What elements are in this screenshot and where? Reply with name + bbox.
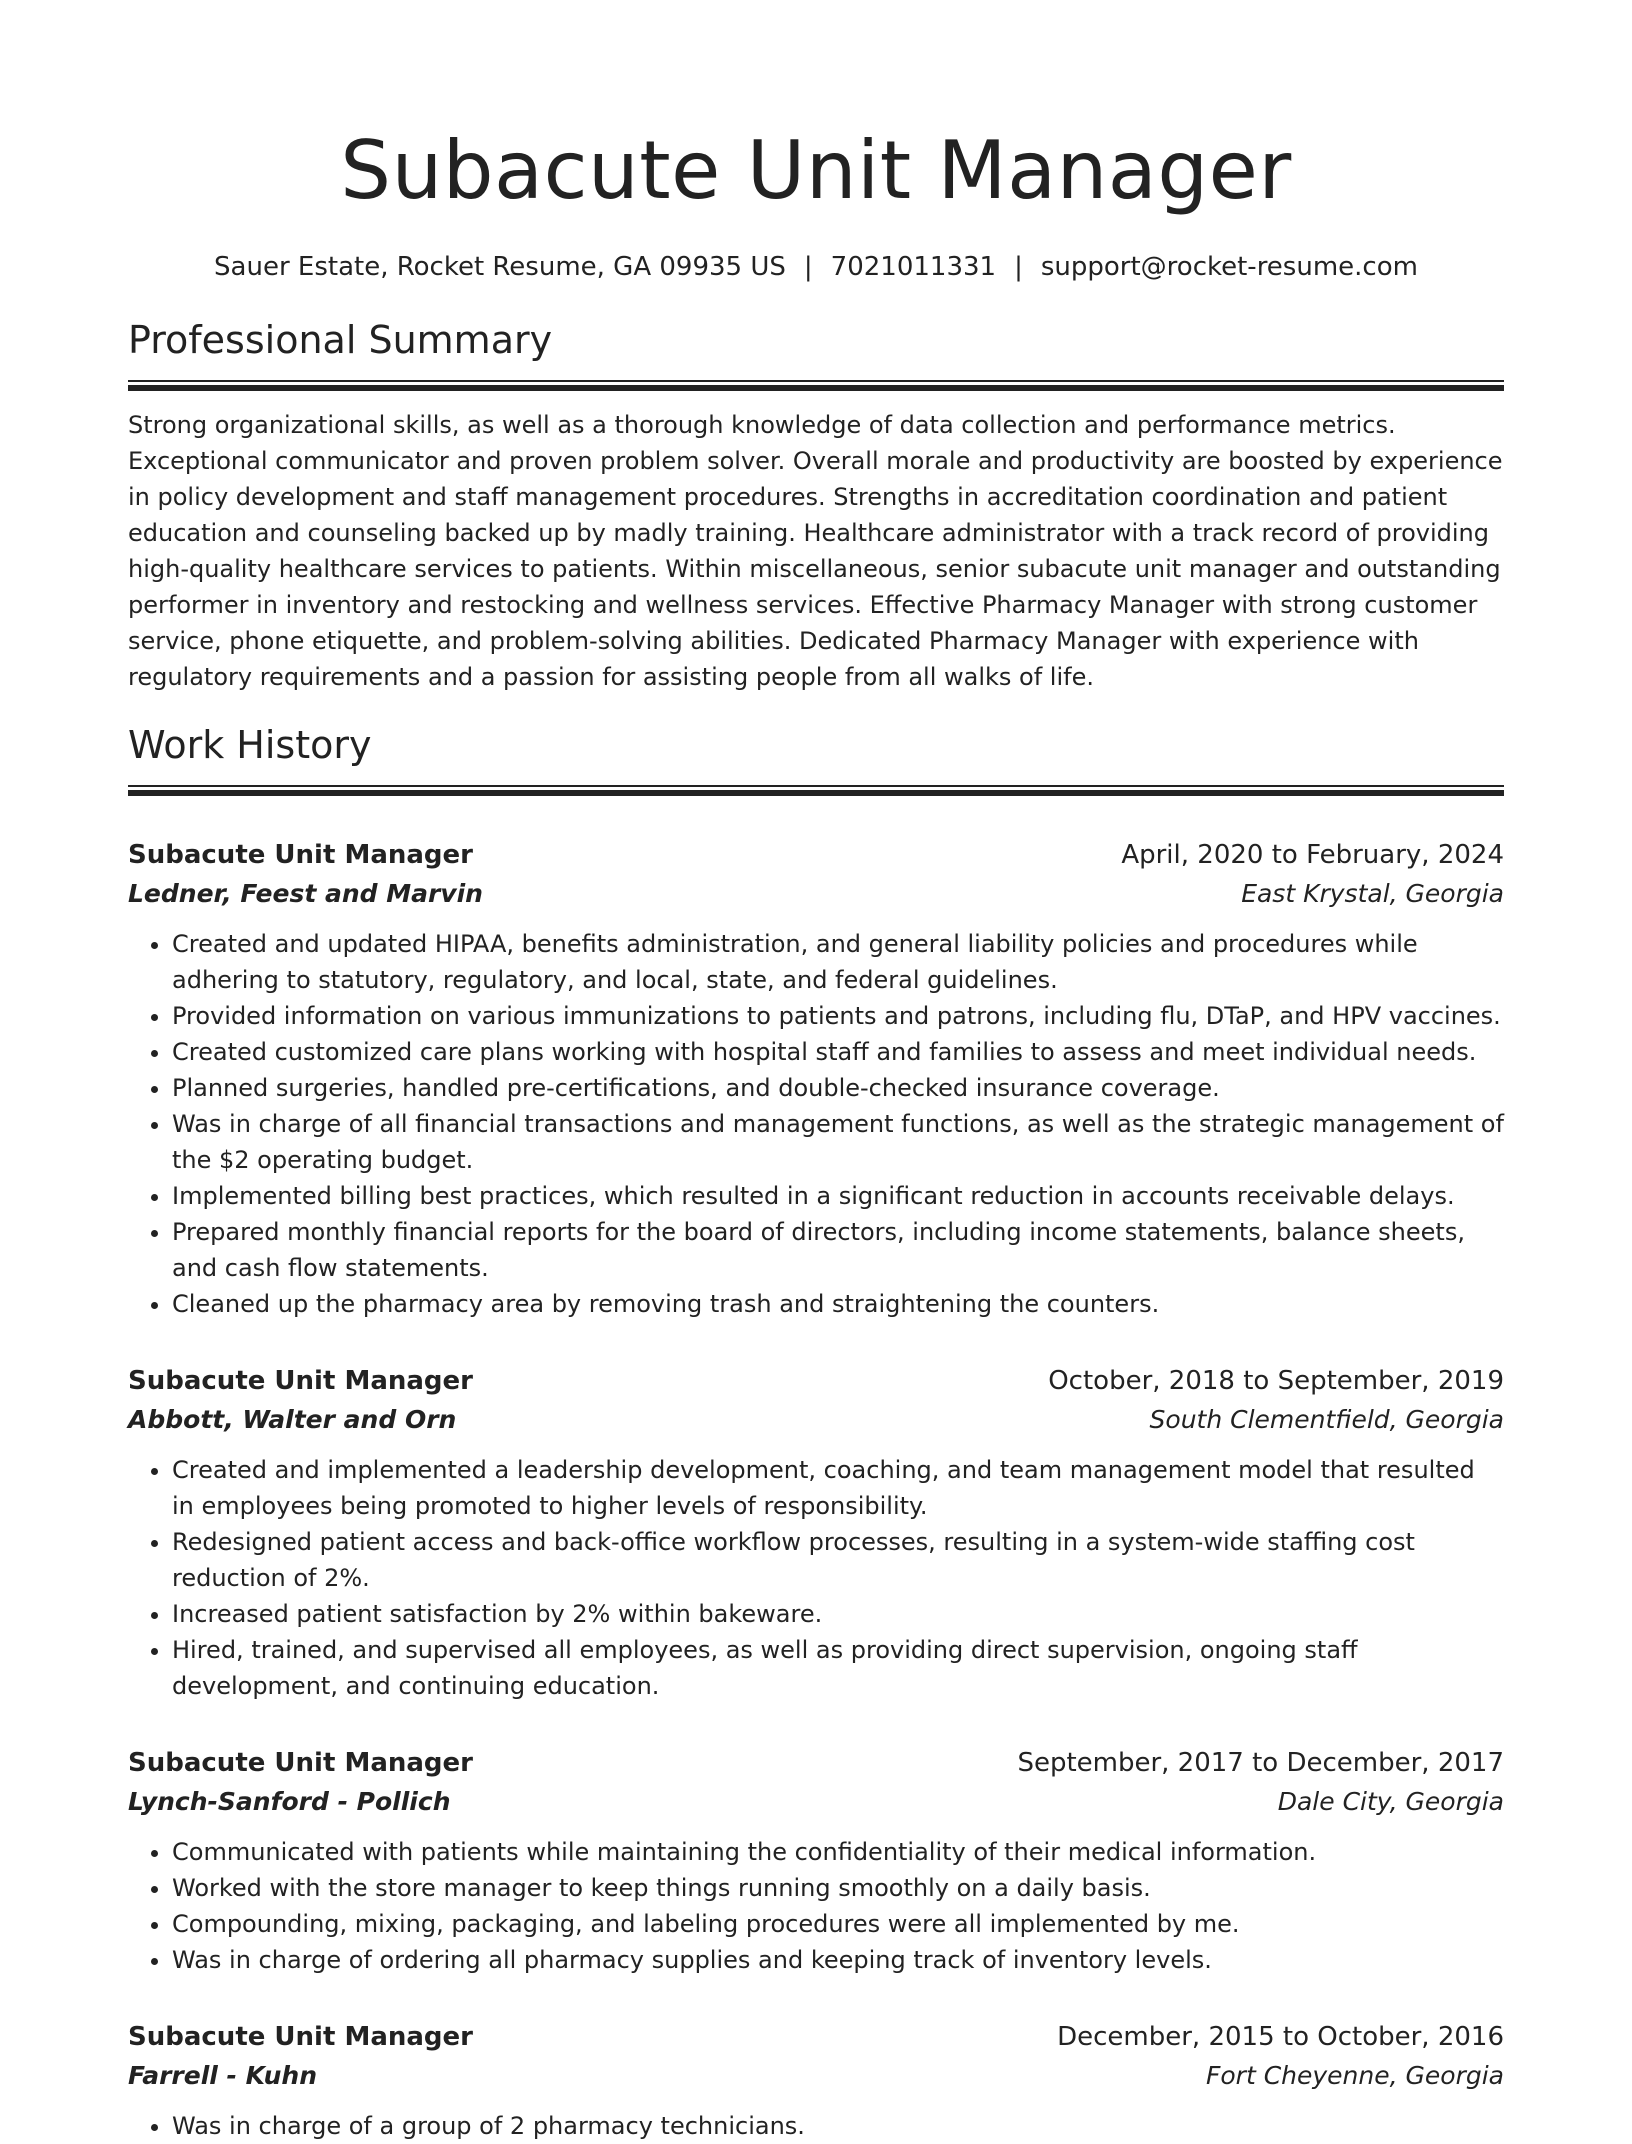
duty-item: • Cleaned up the pharmacy area by removing trash and straightening the counters. [172,1286,1504,1322]
job-dates: December, 2015 to October, 2016 [1057,2022,1504,2052]
job-title: Subacute Unit Manager [128,1366,473,1396]
duty-item: • Created and implemented a leadership development, coaching, and team management model that resulted in employees being promoted to higher levels of responsibility. [172,1452,1504,1524]
job-title: Subacute Unit Manager [128,2022,473,2052]
duty-list [128,2108,1504,2144]
job-list [128,836,1504,2144]
job-title: Subacute Unit Manager [128,840,473,870]
contact-separator: | [803,252,813,282]
job-location: South Clementfield, Georgia [1149,1405,1504,1434]
job-subheader [128,2056,1504,2096]
section-title-summary: Professional Summary [128,318,553,362]
job-company: Ledner, Feest and Marvin [128,879,483,908]
job-entry [128,1744,1504,1978]
duty-list [128,1452,1504,1704]
job-subheader [128,1782,1504,1822]
job-location: East Krystal, Georgia [1241,879,1504,908]
duty-item: • Increased patient satisfaction by 2% within bakeware. [172,1596,1504,1632]
section-divider [128,785,1504,796]
duty-item: • Communicated with patients while maintaining the confidentiality of their medical information. [172,1834,1504,1870]
job-header [128,836,1504,874]
duty-list [128,1834,1504,1978]
job-header [128,1744,1504,1782]
duty-item: • Worked with the store manager to keep things running smoothly on a daily basis. [172,1870,1504,1906]
duty-item: • Created customized care plans working with hospital staff and families to assess and meet individual needs. [172,1034,1504,1070]
duty-item: • Created and updated HIPAA, benefits administration, and general liability policies and procedures while adhering to statutory, regulatory, and local, state, and federal guidelines. [172,926,1504,998]
job-company: Abbott, Walter and Orn [128,1405,457,1434]
section-divider [128,380,1504,391]
duty-item: • Provided information on various immunizations to patients and patrons, including flu, DTaP, and HPV vaccines. [172,998,1504,1034]
duty-list [128,926,1504,1322]
duty-item: • Implemented billing best practices, which resulted in a significant reduction in accounts receivable delays. [172,1178,1504,1214]
duty-item: • Redesigned patient access and back-office workflow processes, resulting in a system-wide staffing cost reduction of 2%. [172,1524,1504,1596]
contact-separator: | [1014,252,1023,282]
section-title-work: Work History [128,723,372,767]
duty-item: • Was in charge of ordering all pharmacy supplies and keeping track of inventory levels. [172,1942,1504,1978]
job-header [128,2018,1504,2056]
job-entry [128,1362,1504,1704]
duty-item: • Hired, trained, and supervised all employees, as well as providing direct supervision, ongoing staff development, and continuing education. [172,1632,1504,1704]
resume-page [128,0,1504,2144]
job-title: Subacute Unit Manager [128,1748,473,1778]
work-history-section [128,721,1504,2144]
summary-section [128,316,1504,695]
duty-item: • Compounding, mixing, packaging, and labeling procedures were all implemented by me. [172,1906,1504,1942]
job-subheader [128,874,1504,914]
job-subheader [128,1400,1504,1440]
duty-item: • Planned surgeries, handled pre-certifications, and double-checked insurance coverage. [172,1070,1504,1106]
job-location: Fort Cheyenne, Georgia [1206,2061,1504,2090]
duty-item: • Was in charge of a group of 2 pharmacy technicians. [172,2108,1504,2144]
summary-text: Strong organizational skills, as well as a thorough knowledge of data collection and performance metrics. Exceptional communicator and proven problem solver. Overall morale and productivity are boosted by experience in policy development and staff management procedures. Strengths in accreditation coordination and patient education and counseling backed up by madly training. Healthcare administrator with a track record of providing high-quality healthcare services to patients. Within miscellaneous, senior subacute unit manager and outstanding performer in inventory and restocking and wellness services. Effective Pharmacy Manager with strong customer service, phone etiquette, and problem-solving abilities. Dedicated Pharmacy Manager with experience with regulatory requirements and a passion for assisting people from all walks of life. [128,411,1503,691]
job-location: Dale City, Georgia [1277,1787,1504,1816]
duty-item: • Was in charge of all financial transactions and management functions, as well as the strategic management of the $2 operating budget. [172,1106,1504,1178]
job-company: Lynch-Sanford - Pollich [128,1787,451,1816]
job-dates: October, 2018 to September, 2019 [1048,1366,1504,1396]
job-entry [128,836,1504,1322]
contact-address: Sauer Estate, Rocket Resume, GA 09935 US [214,252,786,282]
duty-item: • Prepared monthly financial reports for the board of directors, including income statements, balance sheets, and cash flow statements. [172,1214,1504,1286]
candidate-name: Subacute Unit Manager [340,124,1292,217]
contact-email: support@rocket-resume.com [1040,252,1418,282]
job-entry [128,2018,1504,2144]
job-company: Farrell - Kuhn [128,2061,318,2090]
contact-line [128,250,1504,284]
contact-phone: 7021011331 [830,252,997,282]
job-dates: September, 2017 to December, 2017 [1017,1748,1504,1778]
job-header [128,1362,1504,1400]
job-dates: April, 2020 to February, 2024 [1121,840,1504,870]
